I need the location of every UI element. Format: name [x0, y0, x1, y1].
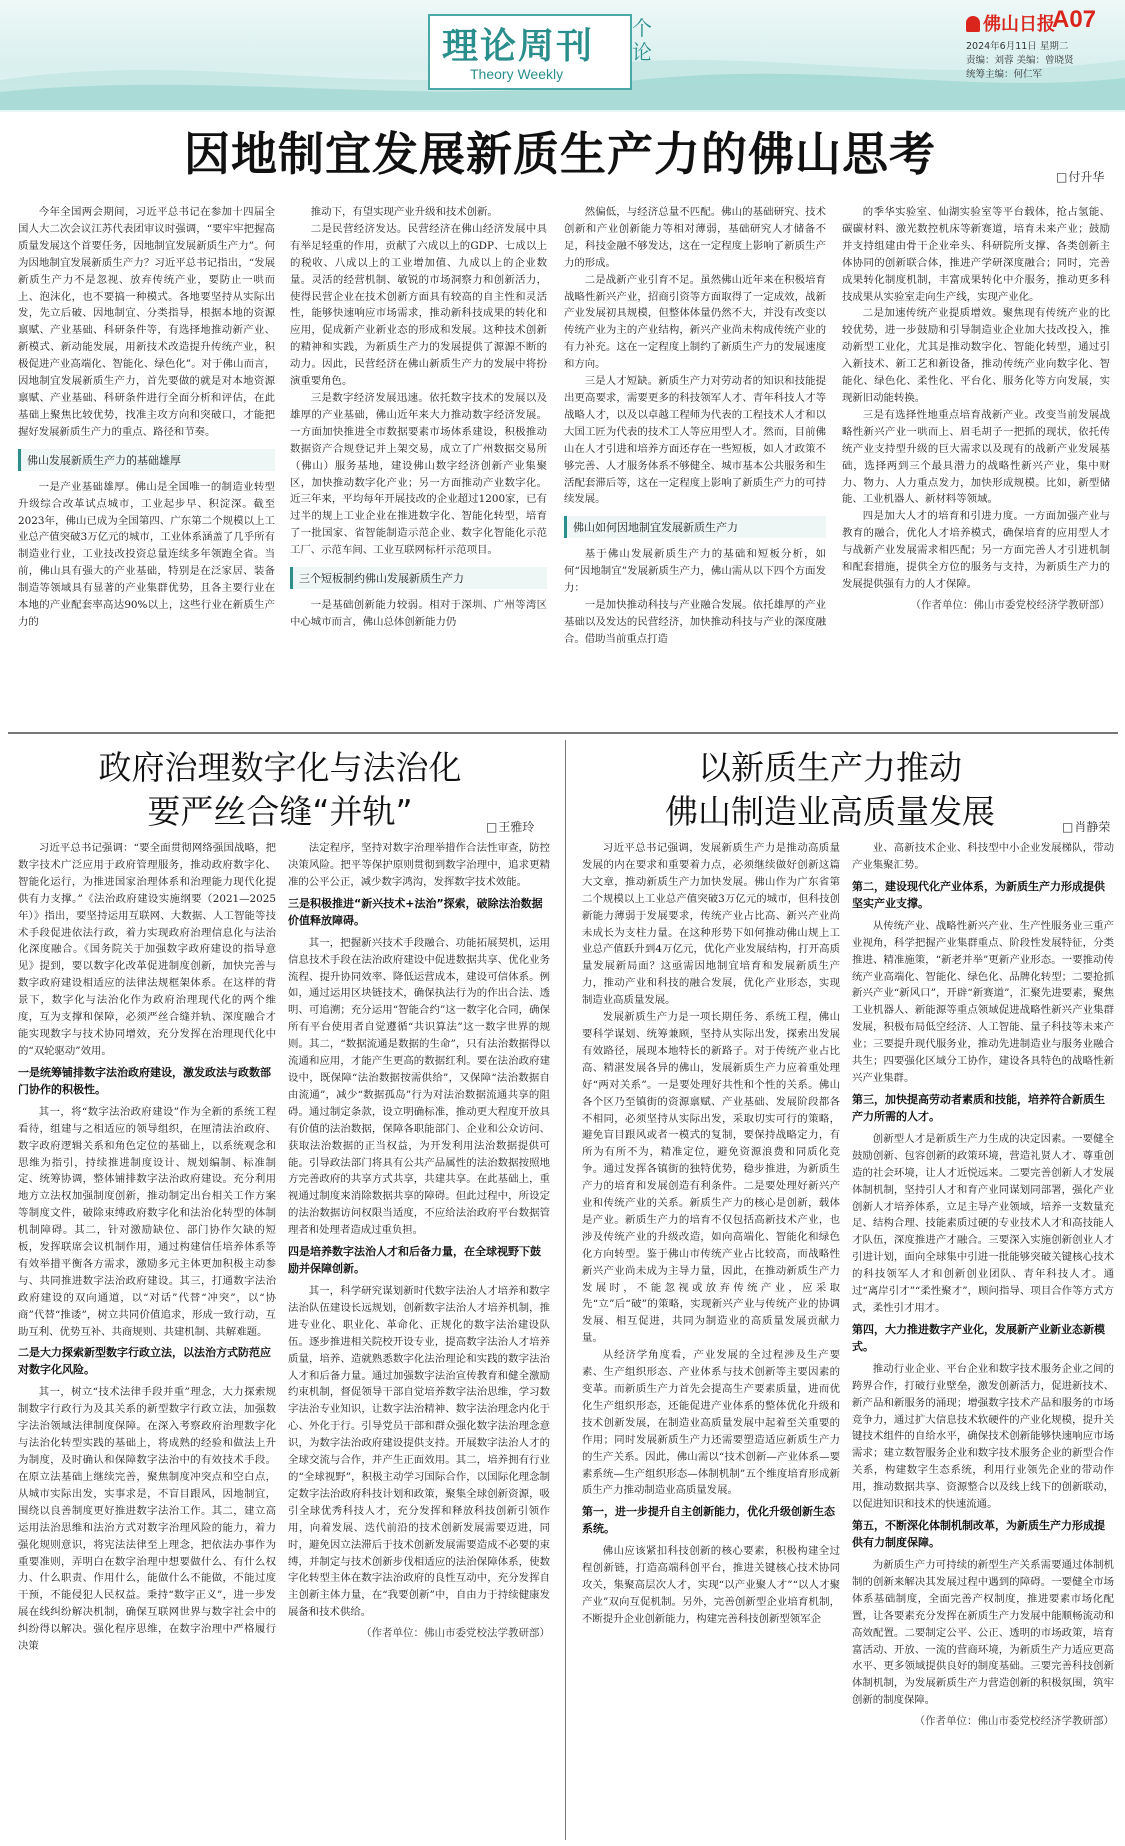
article3-title	[600, 746, 1060, 834]
page-number: A07	[1052, 6, 1097, 33]
paper-name	[966, 10, 1055, 36]
body-paragraph: 法定程序，坚持对数字治理举措作合法性审查，防控决策风险。把平等保护原则贯彻到数字治理中，追求更精准的公平公正，减少数字鸿沟，发挥数字技术效能。	[288, 842, 550, 888]
column-divider	[565, 740, 566, 1840]
body-paragraph: 习近平总书记强调，发展新质生产力是推动高质量发展的内在要求和重要着力点，必须继续做好创新这篇大文章，推动新质生产力加快发展。佛山作为广东省第二个规模以上工业总产值突破3万亿元的城市，但科技创新能力薄弱于发展要求，传统产业占比高、新兴产业尚未成长为支柱力量。在这种形势下如何推动佛山规上工业总产值跃升到4万亿元，优化产业发展结构，打开高质量发展新局面？这亟需因地制宜培育和发展新质生产力，推动产业和科技的融合发展，优化产业形态，实现制造业高质量发展。	[582, 842, 840, 1007]
checker: 统筹主编：何仁军	[966, 69, 1043, 80]
article2-byline: □ 王雅玲	[486, 818, 534, 835]
column-side-label: 个论	[632, 16, 652, 64]
article2-column-2	[288, 840, 550, 1836]
author-affiliation: （作者单位：佛山市委党校法学教研部）	[361, 1627, 550, 1640]
article1-column-3	[564, 204, 826, 718]
body-paragraph: 佛山应该紧扣科技创新的核心要素，积极构建全过程创新链，打造高端科创平台，推进关键核心技术协同攻关，集聚高层次人才，实现“以产业聚人才”“以人才聚产业”双向互促机制。另外，完善创新型企业培育机制，不断提升企业创新能力，构建完善科技创新型领军企	[582, 1545, 840, 1625]
column-title-box	[428, 14, 632, 90]
author-affiliation: （作者单位：佛山市委党校经济学教研部）	[910, 598, 1110, 611]
section-subheading: 二是大力探索新型数字行政立法，以法治方式防范应对数字化风险。	[18, 1346, 271, 1377]
body-paragraph: 一是加快推动科技与产业融合发展。依托雄厚的产业基础以及发达的民营经济，加快推动科技与产业的深度融合。借助当前重点打造	[564, 599, 826, 645]
body-paragraph: 三是有选择性地重点培育战新产业。改变当前发展战略性新兴产业一哄而上、眉毛胡子一把抓的现状，依托传统产业支持型升级的巨大需求以及现有的战新产业发展基础，选择两到三个最具潜力的战略性新兴产业，集中财力、物力、人力重点发力，加快形成规模。比如，新型储能、工业机器人、新材料等领域。	[842, 408, 1110, 506]
issue-date: 2024年6月11日 星期二	[966, 41, 1069, 52]
article2-title-line1: 政府治理数字化与法治化	[98, 748, 462, 787]
body-paragraph: 其一，把握新兴技术手段融合、功能拓展契机，运用信息技术手段在法治政府建设中促进数据共享、优化业务流程、提升协同效率、降低运营成本，建设可信体系。例如，通过运用区块链技术，确保执法行为的作出合法、透明、可追溯；充分运用“智能合约”这一数字化合同，确保所有平台使用者自觉遵循“共识算法”这一数字世界的规则。其二，“数据流通是数据的生命”，只有法治数据得以流通和应用，才能产生更高的数据红利。要在法治政府建设中，既保障“法治数据按需供给”，又保障“法治数据自由流通”，减少“数据孤岛”行为对法治数据流通共享的阻碍。通过制定条款，设立明确标准，推动更大程度开放具有价值的法治数据，保障各职能部门、企业和公众访问、获取法治数据的正当权益，为开发利用法治数据提供可能。引导政法部门将具有公共产品属性的法治数据按照地方完善政府的共享方式共享，共建共享。在此基础上，重视通过制度来消除数据共享的障碍。但此过程中，所设定的法治数据访问权限当适度，不应给法治政府平台数据管理者和处理者造成过重负担。	[288, 936, 550, 1237]
body-paragraph: 创新型人才是新质生产力生成的决定因素。一要健全鼓励创新、包容创新的政策环境，营造礼贤人才、尊重创造的社会环境，让人才近悦远来。二要完善创新人才发展体制机制，坚持引人才和育产业同谋划同部署，强化产业创新人才培养体系，立足主导产业领域，培养一支数量充足、结构合理、技能素质过硬的专业技术人才和高技能人才队伍，深度推进产才融合。三要深入实施创新创业人才引进计划，面向全球集中引进一批能够突破关键核心技术的科技领军人才和创新创业团队、青年科技人才。通过“离岸引才”“柔性聚才”，顾问指导、项目合作等方式方式，柔性引才用才。	[852, 1132, 1114, 1314]
article1-column-4	[842, 204, 1110, 718]
body-paragraph: 二是民营经济发达。民营经济在佛山经济发展中具有举足轻重的作用，贡献了六成以上的GDP、七成以上的税收、八成以上的工业增加值、九成以上的企业数量。灵活的经营机制、敏锐的市场洞察力和创新活力，使得民营企业在技术创新方面具有较高的自主性和灵活性，能够快速响应市场需求，推动新科技成果的转化和应用，促成新产业新业态的形成和发展。这种技术创新的精神和实践，为新质生产力的发展提供了源源不断的动力。因此，民营经济在佛山新质生产力的发展中将扮演重要角色。	[290, 222, 547, 388]
article3-title-line2: 佛山制造业高质量发展	[665, 792, 995, 831]
body-paragraph: 从传统产业、战略性新兴产业、生产性服务业三重产业视角，科学把握产业集群重点、阶段性发展特征，分类推进、精准施策，“新老并举”更新产业形态。一要推动传统产业高端化、智能化、绿色化、品牌化转型；二要抢抓新兴产业“新风口”，开辟“新赛道”，汇聚先进要素，聚焦工业机器人、新能源等重点领域促进战略性新兴产业集群发展，积极布局低空经济、人工智能、量子科技等未来产业；三要提升现代服务业，推动先进制造业与服务业融合共生；四要强化区域分工协作，建设各具特色的战略性新兴产业集群。	[852, 919, 1114, 1084]
section-subheading: 第二，建设现代化产业体系，为新质生产力形成提供坚实产业支撑。	[852, 879, 1105, 910]
body-paragraph: 其一，科学研究谋划新时代数字法治人才培养和数字法治队伍建设长远规划，创新数字法治人才培养机制，推进专业化、职业化、革命化、正规化的数字法治建设队伍。逐步推进相关院校开设专业，提高数字法治人才培养质量，培养、造就熟悉数字化法治理论和实践的数字法治人才和后备力量。通过加强数字法治宣传教育和健全激励约束机制，督促领导干部自觉培养数字法治思维，学习数字法治专业知识，让数字法治精神、数字法治理念内化于心、外化于行。引导党员干部和群众强化数字法治理念意识，为数字法治政府建设提供支持。开展数字法治人才的全球交流与合作，并产生正面效用。其二，培养拥有行业的“全球视野”，积极主动学习国际合作，以国际化理念制定数字法治政府科技计划和政策，聚集全球创新资源，吸引全球优秀科技人才，充分发挥和释放科技创新引领作用，向着发展、迭代前沿的技术创新发展需要迈进，同时，避免因立法滞后于技术创新发展需要造成不必要的束缚，并制定与技术创新步伐相适应的法治保障体系，使数字化转型主体在数字法治政府的良性互动中，充分发挥自主创新主体力量，在“我要创新”中，自由力于持续健康发展备和技术供给。	[288, 1285, 550, 1619]
paper-logo-icon	[966, 16, 980, 32]
section-subheading: 第五，不断深化体制机制改革，为新质生产力形成提供有力制度保障。	[852, 1519, 1105, 1549]
body-paragraph: 一是基础创新能力较弱。相对于深圳、广州等湾区中心城市而言，佛山总体创新能力仍	[290, 599, 547, 628]
section-subheading: 一是统筹铺排数字法治政府建设，激发政法与政数部门协作的积极性。	[18, 1065, 271, 1096]
body-paragraph: 三是数字经济发展迅速。依托数字技术的发展以及雄厚的产业基础，佛山近年来大力推动数字经济发展。一方面加快推进全市数据要素市场体系建设，积极推动数据资产合规登记并上架交易，成立了广州数据交易所（佛山）服务基地，建设佛山数字经济创新产业集聚区，加快推动数字化产业；另一方面推动产业数字化。近三年来，平均每年开展技改的企业超过1200家，已有过半的规上工业企业在推进数字化、智能化转型，培育了一批国家、省智能制造示范企业、数字化智能化示范工厂、示范车间、工业互联网标杆示范项目。	[290, 391, 547, 557]
body-paragraph: 四是加大人才的培育和引进力度。一方面加强产业与教育的融合，优化人才培养模式，确保培育的应用型人才与战新产业发展需求相匹配；另一方面完善人才引进机制和配套措施，提供全方位的服务与支持，为新质生产力的发展提供强有力的人才保障。	[842, 510, 1110, 590]
section-subheading: 四是培养数字法治人才和后备力量，在全球视野下鼓励并保障创新。	[288, 1245, 541, 1276]
article2-column-1	[18, 840, 276, 1836]
section-heading: 佛山如何因地制宜发展新质生产力	[564, 516, 826, 538]
section-subheading: 第四，大力推进数字产业化，发展新产业新业态新模式。	[852, 1322, 1105, 1353]
section-heading: 佛山发展新质生产力的基础雄厚	[18, 449, 275, 471]
article3-title-line1: 以新质生产力推动	[698, 748, 962, 787]
article3-column-1	[582, 840, 840, 1836]
body-paragraph: 今年全国两会期间，习近平总书记在参加十四届全国人大二次会议江苏代表团审议时强调，“要牢牢把握高质量发展这个首要任务，因地制宜发展新质生产力”。何为因地制宜发展新质生产力？习近平总书记指出，“发展新质生产力不是忽视、放弃传统产业，要防止一哄而上、泡沫化，也不要搞一种模式。各地要坚持从实际出发，先立后破、因地制宜、分类指导，根据本地的资源禀赋、产业基础、科研条件等，有选择地推动新产业、新模式、新动能发展，用新技术改造提升传统产业，积极促进产业高端化、智能化、绿色化”。对于佛山而言，因地制宜发展新质生产力，首先要做的就是对本地资源禀赋、产业基础、科研条件进行全面分析和评估，在此基础上聚焦比较优势，找准主攻方向和突破口，才能把握好发展新质生产力的重点、路径和节奏。	[18, 206, 275, 438]
paper-name-text: 佛山日报	[983, 14, 1055, 35]
body-paragraph: 基于佛山发展新质生产力的基础和短板分析，如何“因地制宜”发展新质生产力，佛山需从以下四个方面发力：	[564, 548, 826, 595]
body-paragraph: 业、高新技术企业、科技型中小企业发展梯队，带动产业集聚汇势。	[852, 842, 1114, 871]
body-paragraph: 然偏低，与经济总量不匹配。佛山的基础研究、技术创新和产业创新能力等相对薄弱，基础研究人才储备不足，科技金融不够发达，这在一定程度上影响了新质生产力的形成。	[564, 206, 826, 269]
body-paragraph: 习近平总书记强调：“要全面贯彻网络强国战略，把数字技术广泛应用于政府管理服务，推动政府数字化、智能化运行，为推进国家治理体系和治理能力现代化提供有力支撑。”《法治政府建设实施纲要（2021—2025年）》指出，要坚持运用互联网、大数据、人工智能等技术手段促进依法行政，着力实现政府治理信息化与法治化深度融合。《国务院关于加强数字政府建设的指导意见》提到，要以数字化改革促进制度创新，加快完善与数字政府建设相适应的法律法规框架体系。在这样的背景下，数字化与法治化作为政府治理现代化的两个维度，互为支撑和保障，必须严丝合缝并轨、深度融合才能实现数字与技术协同增效，充分发挥在治理现代化中的“双轮驱动”效用。	[18, 842, 276, 1057]
body-paragraph: 二是战新产业引育不足。虽然佛山近年来在积极培育战略性新兴产业，招商引资等方面取得了一定成效，战新产业发展初具规模，但整体体量仍然不大，并没有改变以传统产业为主的产业结构，新兴产业尚未构成传统产业的有力补充。这在一定程度上制约了新质生产力的发展速度和方向。	[564, 273, 826, 371]
body-paragraph: 三是人才短缺。新质生产力对劳动者的知识和技能提出更高要求，需要更多的科技领军人才、青年科技人才等战略人才，以及以卓越工程师为代表的工程技术人才和以大国工匠为代表的技术工人等应用型人才。然而，目前佛山在人才引进和培养方面还存在一些短板，如人才政策不够完善、人才服务体系不够健全、城市基本公共服务和生活配套滞后等，这在一定程度上影响了新质生产力的可持续发展。	[564, 375, 826, 506]
section-divider	[8, 732, 1118, 734]
article1-column-1	[18, 204, 275, 718]
body-paragraph: 二是加速传统产业提质增效。聚焦现有传统产业的比较优势，进一步鼓励和引导制造业企业加大技改投入，推动新型工业化，尤其是推动数字化、智能化转型，通过引入新技术、新工艺和新设备，推动传统产业向数字化、智能化、绿色化、柔性化、平台化、服务化等方向发展，实现新旧动能转换。	[842, 307, 1110, 404]
body-paragraph: 从经济学角度看，产业发展的全过程涉及生产要素、生产组织形态、产业体系与技术创新等主要因素的变革。而新质生产力首先会提高生产要素质量，进而优化生产组织形态，还能促进产业体系的整体优化升级和技术创新发展，在制造业高质量发展中起着至关重要的作用；同时发展新质生产力还需要塑造适应新质生产力的生产关系。因此，佛山需以“技术创新—产业体系—要素系统—生产组织形态—体制机制”五个维度培育形成新质生产力推动制造业高质量发展。	[582, 1349, 840, 1497]
body-paragraph: 发展新质生产力是一项长期任务、系统工程，佛山要科学谋划、统筹兼顾，坚持从实际出发，探索出发展有效路径，展现本地特长的新路子。对于传统产业占比高、精湛发展各异的佛山，发展新质生产力应着重处理好“两对关系”。一是要处理好共性和个性的关系。佛山各个区乃至镇街的资源禀赋、产业基础、发展阶段都各不相同，必须坚持从实际出发，采取切实可行的策略，避免盲目跟风或者一模式的复制，要保持战略定力，有所为有所不为，精准定位，避免资源浪费和同质化竞争。通过发挥各镇街的独特优势，稳步推进，为新质生产力的培育和发展创造有利条件。二是要处理好新兴产业和传统产业的关系。新质生产力的核心是创新，载体是产业。新质生产力的培育不仅包括高新技术产业，也涉及传统产业的升级改造，如向高端化、智能化和绿色化方向转型。鉴于佛山市传统产业占比较高，而战略性新兴产业尚未成为主导力量，因此，在推动新质生产力发展时，不能忽视或放弃传统产业，应采取先“立”后“破”的策略，实现新兴产业与传统产业的协调发展、相互促进，共同为制造业的高质量发展贡献力量。	[582, 1011, 840, 1345]
article3-byline: □ 肖静荣	[1062, 818, 1110, 835]
article1-byline: □ 付升华	[1056, 168, 1104, 185]
body-paragraph: 其一，树立“技术法律手段并重”理念，大力探索规制数字行政行为及其关系的新型数字行政立法，加强数字法治领域法律制度保障。在深入考察政府治理数字化与法治化转型实践的基础上，将成熟的经验和做法上升为制度，及时确认和保障数字法治中的有效技术手段。在原立法基础上继续完善，聚焦制度冲突点和空白点，从城市实际出发，实事求是，不盲目跟风，因地制宜，围绕以良善制度更好推进数字法治工作。其二，建立高运用法治思维和法治方式对数字治理风险的能力，着力强化规则意识，将宪法法律至上理念，把依法办事作为重要准则，弄明白在数字治理中想要做什么、有什么权力、什么职责、作用什么，能做什么不能做，不能过度干预，不能侵犯人民权益。秉持“数字正义”，进一步发展在线纠纷解决机制，确保互联网世界与数字社会中的纠纷得以解决。强化程序思维，在数字治理中严格履行决策	[18, 1386, 276, 1653]
author-affiliation: （作者单位：佛山市委党校经济学教研部）	[914, 1715, 1114, 1728]
body-paragraph: 的季华实验室、仙湖实验室等平台载体，抢占氢能、碳碳材料、激光数控机床等新赛道，培育未来产业；鼓励并支持组建由骨干企业牵头、科研院所支撑、各类创新主体协同的创新联合体，推进产学研深度融合；同时，完善成果转化制度机制，丰富成果转化中介服务，推动更多科技成果从实验室走向生产线，实现产业化。	[842, 206, 1110, 303]
article1-title: 因地制宜发展新质生产力的佛山思考	[184, 127, 936, 181]
article3-column-2	[852, 840, 1114, 1836]
article2-title-line2: 要严丝合缝“并轨”	[147, 792, 413, 831]
article1-column-2	[290, 204, 547, 718]
section-subheading: 第三，加快提高劳动者素质和技能，培养符合新质生产力所需的人才。	[852, 1092, 1105, 1123]
masthead-meta	[966, 40, 1116, 82]
body-paragraph: 推动下，有望实现产业升级和技术创新。	[310, 206, 498, 218]
editors: 责编：刘蓉 美编：曾晓贤	[966, 55, 1074, 66]
column-title: 理论周刊	[442, 26, 595, 67]
body-paragraph: 其一，将“数字法治政府建设”作为全新的系统工程看待，组建与之相适应的领导组织，在厘清法治政府、数字政府逻辑关系和角色定位的基础上，以系统观念和思维为指引，持续推进制度设计、规划编制、标准制定、统筹协调，整体铺排数字法治政府建设。充分利用地方立法权加强制度创新，推动制定出台相关工作方案等制度文件，破除束缚政府数字化和法治化转型的体制机制障碍。其二，针对激励缺位、部门协作欠缺的短板，发挥联席会议机制作用，通过构建信任培养体系等有效举措平衡各方需求，激励多元主体更加积极主动参与、共同推进数字法治政府建设。其三，打通数字法治政府建设的双向通道，以“对话”代替“冲突”，以“协商”代替“推诿”，树立共同价值追求，形成一致行动，互助互利、优势互补、共商规则、共建机制、共解难题。	[18, 1105, 276, 1338]
body-paragraph: 一是产业基础雄厚。佛山是全国唯一的制造业转型升级综合改革试点城市，工业起步早、积淀深。截至2023年，佛山已成为全国第四、广东第二个规模以上工业总产值突破3万亿元的城市，工业体系涵盖了几乎所有制造业行业，工业技改投资总量连续多年领跑全省。当前，佛山具有强大的产业基础，特别是在泛家居、装备制造等领域具有显著的产业集群优势，且各主要行业在本地的产业配套率高达90%以上，这些行业在新质生产力的	[18, 480, 275, 628]
article2-title	[40, 746, 520, 834]
section-subheading: 第一，进一步提升自主创新能力，优化升级创新生态系统。	[582, 1505, 835, 1536]
masthead	[0, 0, 1125, 112]
body-paragraph: 推动行业企业、平台企业和数字技术服务企业之间的跨界合作，打破行业壁垒，激发创新活力，促进新技术、新产品和新服务的涌现；增强数字技术产品和服务的市场竞争力，通过扩大信息技术软硬件的产业化规模，提升关键技术组件的自给水平，确保技术创新能够快速响应市场需求；建立数智服务企业和数字技术服务企业的新型合作关系，构建数字生态系统，利用行业领先企业的带动作用，推动数据共享、资源整合以及线上线下的创新联动，以促进知识和技术的快速流通。	[852, 1362, 1114, 1511]
section-subheading: 三是积极推进“新兴技术+法治”探索，破除法治数据价值释放障碍。	[288, 896, 543, 927]
column-title-en: Theory Weekly	[470, 66, 564, 82]
section-heading: 三个短板制约佛山发展新质生产力	[290, 567, 547, 589]
body-paragraph: 为新质生产力可持续的新型生产关系需要通过体制机制的创新来解决其发展过程中遇到的障碍。一要健全市场体系基础制度，全面完善产权制度，推进要素市场化配置，让各要素充分发挥在新质生产力发展中能顺畅流动和高效配置。二要制定公平、公正、透明的市场政策，培育富活动、开放、一流的营商环境，为新质生产力适应更高水平、更多领域提供良好的制度基础。三要完善科技创新体制机制，为发展新质生产力营造创新的积极氛围，筑牢创新的制度保障。	[852, 1559, 1114, 1707]
